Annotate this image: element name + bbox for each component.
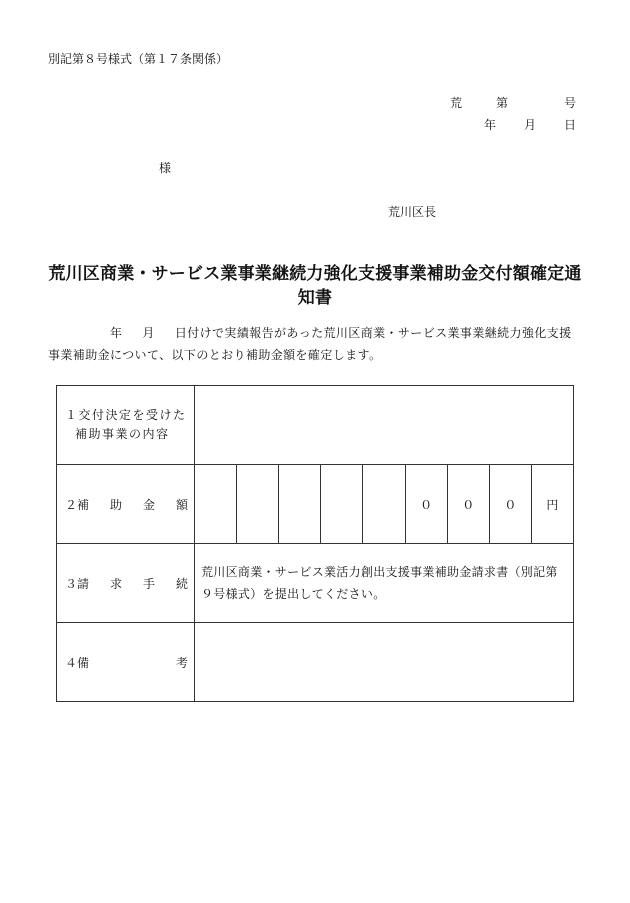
project-content-field xyxy=(195,386,574,465)
date-month: 月 xyxy=(523,118,536,132)
amount-digit-cell xyxy=(195,465,237,544)
form-number-label: 別記第８号様式（第１７条関係） xyxy=(48,52,229,66)
issue-date-line xyxy=(484,116,576,133)
document-number-line xyxy=(450,94,576,111)
body-paragraph xyxy=(48,322,582,366)
amount-digit-cell xyxy=(321,465,363,544)
date-year: 年 xyxy=(483,118,496,132)
body-month: 月 xyxy=(142,326,155,340)
table-row-remarks xyxy=(57,623,574,702)
table-row-amount xyxy=(57,465,574,544)
notice-table xyxy=(56,385,574,702)
table-row-content xyxy=(57,386,574,465)
doc-no-suffix: 号 xyxy=(563,96,576,110)
amount-digit-cell: ０ xyxy=(489,465,531,544)
label-claim-procedure: ３請 求 手 続 xyxy=(57,544,195,623)
yen-unit: 円 xyxy=(531,465,573,544)
document-title: 荒川区商業・サービス業事業継続力強化支援事業補助金交付額確定通知書 xyxy=(48,264,582,308)
doc-no-middle: 第 xyxy=(495,96,508,110)
amount-digit-cell: ０ xyxy=(447,465,489,544)
body-year: 年 xyxy=(110,326,123,340)
amount-digit-cell xyxy=(363,465,405,544)
amount-digit-cell: ０ xyxy=(405,465,447,544)
claim-procedure-text: 荒川区商業・サービス業活力創出支援事業補助金請求書（別記第９号様式）を提出してください。 xyxy=(195,544,574,623)
doc-no-prefix: 荒 xyxy=(449,96,462,110)
remarks-field xyxy=(195,623,574,702)
label-remarks: ４備 考 xyxy=(57,623,195,702)
addressee-honorific: 様 xyxy=(159,161,172,175)
label-amount: ２補 助 金 額 xyxy=(57,465,195,544)
date-day: 日 xyxy=(563,118,576,132)
amount-digit-cell xyxy=(237,465,279,544)
table-row-claim xyxy=(57,544,574,623)
label-project-content: １交付決定を受けた 補助事業の内容 xyxy=(57,386,195,465)
issuer-name: 荒川区長 xyxy=(388,205,437,219)
amount-digit-cell xyxy=(279,465,321,544)
body-text: 日付けで実績報告があった荒川区商業・サービス業事業継続力強化支援事業補助金について、以下のとおり補助金額を確定します。 xyxy=(48,326,572,362)
